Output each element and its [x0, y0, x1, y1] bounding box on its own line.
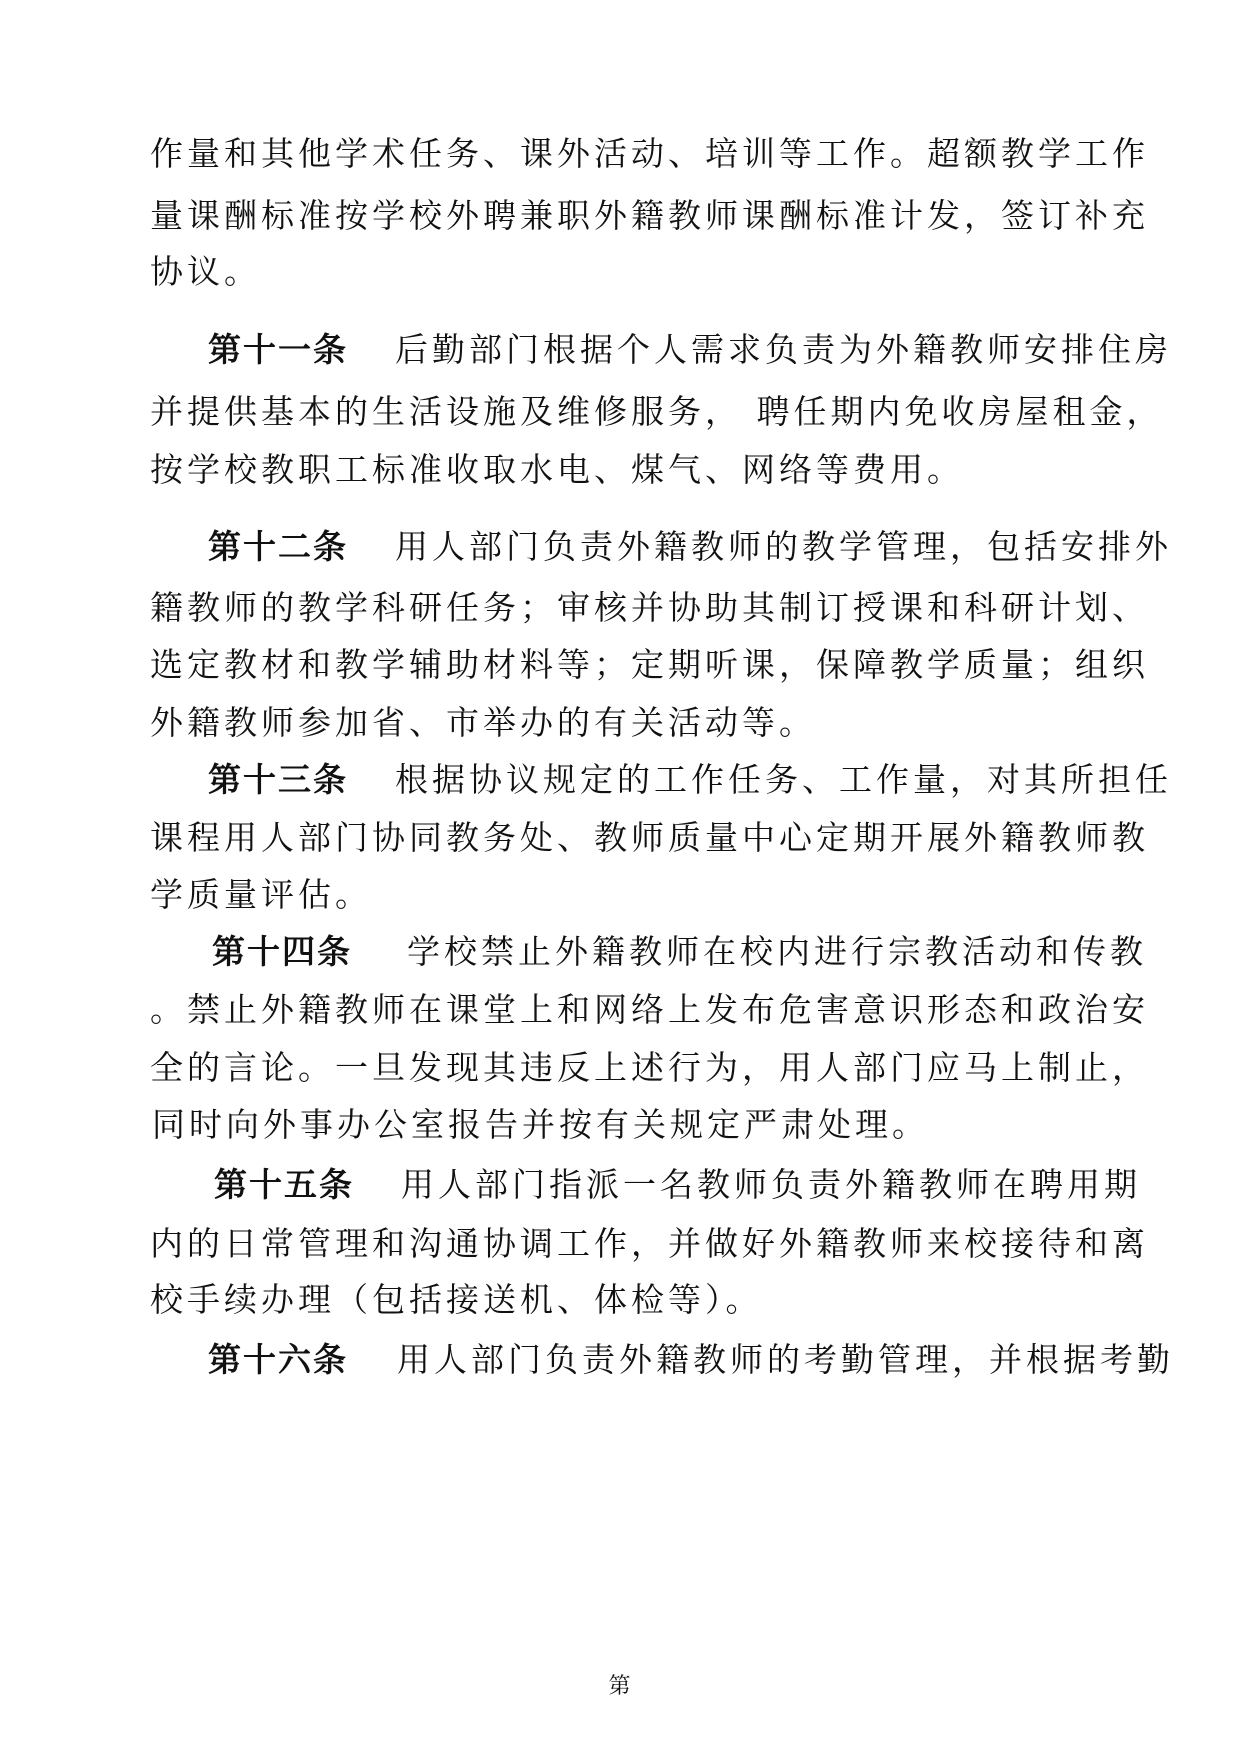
- article-heading: 第十六条: [208, 1340, 348, 1379]
- text-line: 用人部门指派一名教师负责外籍教师在聘用期: [401, 1165, 1141, 1204]
- text-line: 课程用人部门协同教务处、教师质量中心定期开展外籍教师教: [150, 818, 1149, 857]
- text-line: 外籍教师参加省、市举办的有关活动等。: [150, 703, 816, 742]
- text-line: 作量和其他学术任务、课外活动、培训等工作。超额教学工作: [150, 134, 1149, 173]
- text-line: 根据协议规定的工作任务、工作量，对其所担任: [395, 760, 1172, 799]
- text-line: 用人部门负责外籍教师的教学管理，包括安排外: [395, 527, 1172, 566]
- text-line: 用人部门负责外籍教师的考勤管理，并根据考勤: [397, 1340, 1174, 1379]
- page-number: 第: [608, 1674, 631, 1699]
- text-line: 并提供基本的生活设施及维修服务， 聘任期内免收房屋租金，: [150, 392, 1164, 431]
- text-line: 籍教师的教学科研任务；审核并协助其制订授课和科研计划、: [150, 588, 1149, 627]
- text-line: 协议。: [150, 252, 261, 291]
- text-line: 后勤部门根据个人需求负责为外籍教师安排住房: [395, 330, 1172, 369]
- text-line: 。禁止外籍教师在课堂上和网络上发布危害意识形态和政治安: [150, 990, 1149, 1029]
- text-line: 全的言论。一旦发现其违反上述行为，用人部门应马上制止，: [150, 1048, 1149, 1087]
- article-heading: 第十一条: [208, 330, 348, 369]
- text-line: 学校禁止外籍教师在校内进行宗教活动和传教: [407, 932, 1147, 971]
- article-heading: 第十四条: [212, 932, 352, 971]
- text-line: 量课酬标准按学校外聘兼职外籍教师课酬标准计发，签订补充: [150, 196, 1149, 235]
- text-line: 内的日常管理和沟通协调工作，并做好外籍教师来校接待和离: [150, 1224, 1149, 1263]
- article-heading: 第十三条: [208, 760, 348, 799]
- article-heading: 第十五条: [214, 1165, 354, 1204]
- text-line: 校手续办理（包括接送机、体检等）。: [150, 1280, 763, 1319]
- text-line: 按学校教职工标准收取水电、煤气、网络等费用。: [150, 450, 964, 489]
- text-line: 选定教材和教学辅助材料等；定期听课，保障教学质量；组织: [150, 645, 1149, 684]
- text-line: 同时向外事办公室报告并按有关规定严肃处理。: [152, 1105, 929, 1144]
- text-line: 学质量评估。: [150, 875, 372, 914]
- article-heading: 第十二条: [208, 527, 348, 566]
